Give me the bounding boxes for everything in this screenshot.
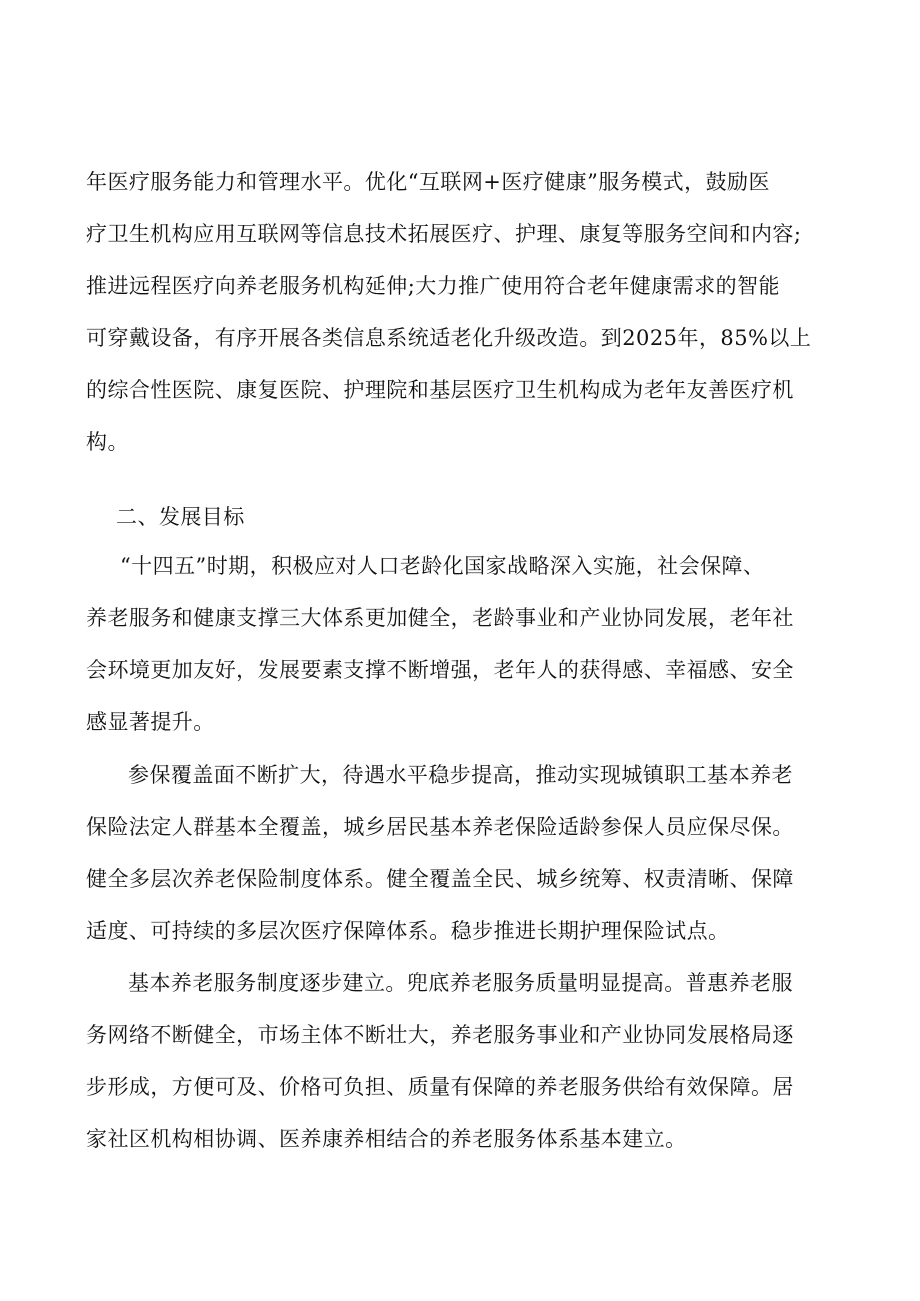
paragraph-line: 保险法定人群基本全覆盖，城乡居民基本养老保险适龄参保人员应保尽保。 — [86, 815, 794, 839]
paragraph-line: 适度、可持续的多层次医疗保障体系。稳步推进长期护理保险试点。 — [86, 919, 730, 943]
paragraph-line: 参保覆盖面不断扩大，待遇水平稳步提高，推动实现城镇职工基本养老 — [128, 763, 793, 787]
paragraph-line: 家社区机构相协调、医养康养相结合的养老服务体系基本建立。 — [86, 1127, 687, 1151]
paragraph-line: 感显著提升。 — [86, 710, 215, 734]
paragraph-line: 健全多层次养老保险制度体系。健全覆盖全民、城乡统筹、权责清晰、保障 — [86, 867, 794, 891]
paragraph-line: 务网络不断健全，市场主体不断壮大，养老服务事业和产业协同发展格局逐 — [86, 1023, 794, 1047]
paragraph-line: 可穿戴设备，有序开展各类信息系统适老化升级改造。到2025年，85%以上 — [86, 326, 812, 350]
paragraph-line: 推进远程医疗向养老服务机构延伸;大力推广使用符合老年健康需求的智能 — [86, 274, 780, 298]
paragraph-line: 基本养老服务制度逐步建立。兜底养老服务质量明显提高。普惠养老服 — [128, 971, 793, 995]
paragraph-line: 的综合性医院、康复医院、护理院和基层医疗卫生机构成为老年友善医疗机 — [86, 378, 794, 402]
paragraph-line: 会环境更加友好，发展要素支撑不断增强，老年人的获得感、幸福感、安全 — [86, 658, 794, 682]
paragraph-line: 疗卫生机构应用互联网等信息技术拓展医疗、护理、康复等服务空间和内容; — [86, 222, 802, 246]
paragraph-line: 步形成，方便可及、价格可负担、质量有保障的养老服务供给有效保障。居 — [86, 1075, 794, 1099]
paragraph-line: 年医疗服务能力和管理水平。优化“互联网+医疗健康”服务模式，鼓励医 — [86, 170, 770, 194]
paragraph-line: 构。 — [86, 430, 129, 454]
paragraph-line: “十四五”时期，积极应对人口老龄化国家战略深入实施，社会保障、 — [120, 554, 765, 578]
section-heading: 二、发展目标 — [116, 505, 245, 529]
paragraph-line: 养老服务和健康支撑三大体系更加健全，老龄事业和产业协同发展，老年社 — [86, 606, 794, 630]
